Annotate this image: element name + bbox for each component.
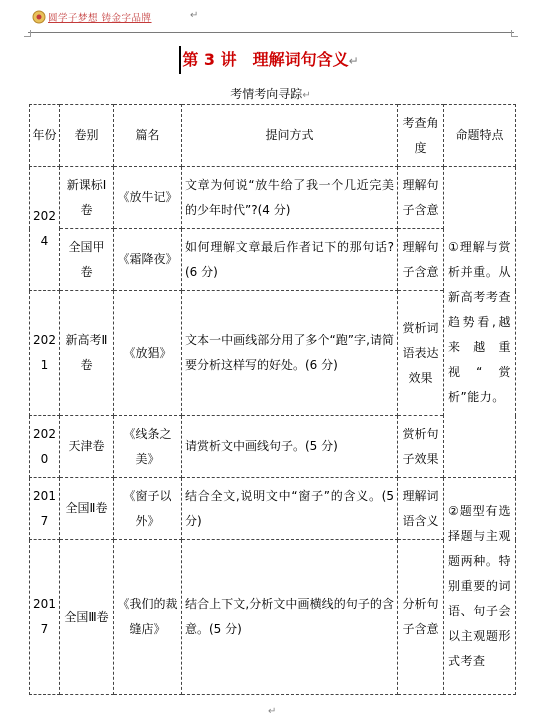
header-features: 命题特点: [444, 105, 516, 167]
corner-mark-right: [511, 30, 518, 37]
features-cell-1: ①理解与赏析并重。从新高考考查趋势看,越来越重视“赏析”能力。: [444, 167, 516, 478]
header-brand-text: 圆学子梦想 铸金字品牌: [48, 13, 152, 24]
question-cell: 文章为何说“放牛给了我一个几近完美的少年时代”?(4 分): [182, 167, 398, 229]
angle-cell: 理解词语含义: [398, 478, 444, 540]
year-cell: 2017: [30, 540, 60, 695]
angle-cell: 分析句子含意: [398, 540, 444, 695]
brand-logo-icon: [32, 10, 46, 24]
volume-cell: 全国Ⅱ卷: [60, 478, 114, 540]
page-header: [28, 8, 514, 34]
angle-cell: 理解句子含意: [398, 167, 444, 229]
table-row: [30, 291, 516, 416]
table-row: [30, 416, 516, 478]
table-header-row: [30, 105, 516, 167]
exam-trend-table: [29, 104, 516, 695]
year-cell: 2017: [30, 478, 60, 540]
header-volume: 卷别: [60, 105, 114, 167]
corner-mark-left: [24, 30, 31, 37]
year-cell: 2024: [30, 167, 60, 291]
question-cell: 请赏析文中画线句子。(5 分): [182, 416, 398, 478]
table-row: [30, 167, 516, 229]
angle-cell: 赏析词语表达效果: [398, 291, 444, 416]
header-question: 提问方式: [182, 105, 398, 167]
volume-cell: 全国甲卷: [60, 229, 114, 291]
year-cell: 2021: [30, 291, 60, 416]
features-cell-2: ②题型有选择题与主观题两种。特别重要的词语、句子会以主观题形式考查: [444, 478, 516, 695]
question-cell: 文本一中画线部分用了多个“跑”字,请简要分析这样写的好处。(6 分): [182, 291, 398, 416]
angle-cell: 赏析句子效果: [398, 416, 444, 478]
lesson-title: 第 3 讲 理解词句含义↵: [182, 50, 359, 69]
question-cell: 结合上下文,分析文中画横线的句子的含意。(5 分): [182, 540, 398, 695]
piece-cell: 《放猖》: [114, 291, 182, 416]
volume-cell: 新课标Ⅰ卷: [60, 167, 114, 229]
volume-cell: 新高考Ⅱ卷: [60, 291, 114, 416]
volume-cell: 全国Ⅲ卷: [60, 540, 114, 695]
header-rule: [28, 32, 514, 33]
header-year: 年份: [30, 105, 60, 167]
year-cell: 2020: [30, 416, 60, 478]
volume-cell: 天津卷: [60, 416, 114, 478]
table-row: [30, 540, 516, 695]
piece-cell: 《窗子以外》: [114, 478, 182, 540]
piece-cell: 《我们的裁缝店》: [114, 540, 182, 695]
header-angle: 考查角度: [398, 105, 444, 167]
piece-cell: 《放牛记》: [114, 167, 182, 229]
angle-cell: 理解句子含意: [398, 229, 444, 291]
question-cell: 如何理解文章最后作者记下的那句话?(6 分): [182, 229, 398, 291]
header-piece: 篇名: [114, 105, 182, 167]
piece-cell: 《线条之美》: [114, 416, 182, 478]
paragraph-return-mark: ↵: [268, 706, 277, 717]
header-return-mark: ↵: [190, 10, 199, 21]
question-cell: 结合全文,说明文中“窗子”的含义。(5 分): [182, 478, 398, 540]
piece-cell: 《霜降夜》: [114, 229, 182, 291]
table-row: [30, 478, 516, 540]
section-subtitle: 考情考向寻踪↵: [230, 87, 311, 101]
table-row: [30, 229, 516, 291]
